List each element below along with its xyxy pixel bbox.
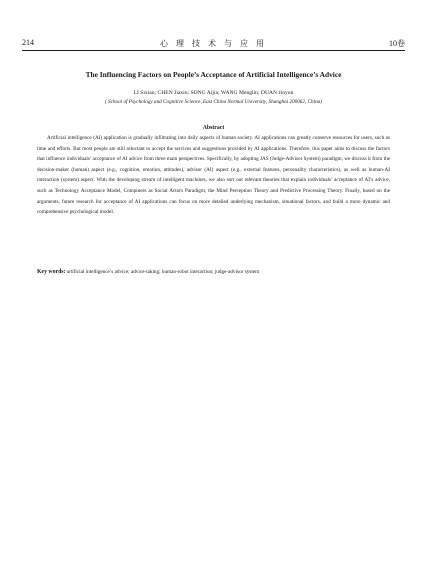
abstract-body: Artificial intelligence (AI) application is gradually infiltrating into daily aspects of human society. AI applications can greatly conserve resources for users, such as time and efforts. But most people are still reluctant to accept the services and suggestions provided by AI applications. Therefore, this paper aims to discuss the factors that influence individuals’ acceptance of AI advice from three main perspectives. Specifically, by adopting JAS (Judge-Advisor System) paradigm, we discuss it from the decision-maker (human) aspect (e.g., cognition, emotion, attitudes), advisor (AI) aspect (e.g., external features, personality characteristics), as well as human-AI interaction (system) aspect. With the developing stream of intelligent machines, we also sort out relevant theories that explain individuals’ acceptance of AI’s advice, such as Technology Acceptance Model, Computers as Social Actors Paradigm, the Mind Perception Theory and Predictive Processing Theory. Finally, based on the arguments, future research for acceptance of AI applications can focus on more detailed underlying mechanism, situational factors, and build a more dynamic and comprehensive psychological model. [37, 135, 390, 216]
keywords-text: artificial intelligence’s advice; advice-taking; human-robot interaction; judge-advisor system [65, 269, 260, 275]
keywords [37, 268, 390, 277]
volume-label: 10卷 [389, 39, 405, 48]
affiliation: ( School of Psychology and Cognitive Science, East China Normal University, Shanghai 200062, China) [105, 99, 322, 105]
abstract-heading: Abstract [202, 125, 225, 131]
keywords-label: Key words: [37, 269, 66, 275]
journal-title: 心 理 技 术 与 应 用 [160, 39, 267, 48]
page-number: 214 [22, 38, 34, 47]
paper-title: The Influencing Factors on People’s Acceptance of Artificial Intelligence’s Advice [85, 70, 342, 79]
author-list: LI Sixian; CHEN Jiaxin; SONG Aijia; WANG Menglin; DUAN Jinyun [133, 90, 294, 96]
running-header [22, 36, 405, 50]
header-rule [22, 50, 405, 51]
